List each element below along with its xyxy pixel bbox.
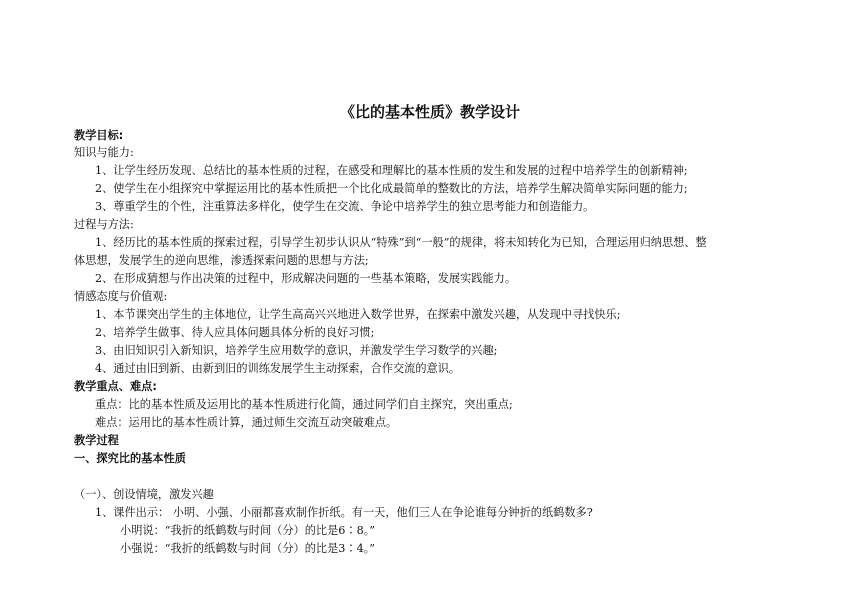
attitude-item: 3、由旧知识引入新知识，培养学生应用数学的意识，并激发学生学习数学的兴趣; xyxy=(95,344,498,357)
process-method-item: 1、经历比的基本性质的探索过程，引导学生初步认识从“特殊”到“一般”的规律，将未知转化为已知，合理运用归纳思想、整 xyxy=(95,236,707,249)
knowledge-item: 3、尊重学生的个性，注重算法多样化，使学生在交流、争论中培养学生的独立思考能力和创造能力。 xyxy=(95,200,595,213)
knowledge-item: 1、让学生经历发现、总结比的基本性质的过程，在感受和理解比的基本性质的发生和发展的过程中培养学生的创新精神; xyxy=(95,164,688,177)
attitude-heading: 情感态度与价值观: xyxy=(74,290,168,303)
quote-qiang: 小强说：“我折的纸鹤数与时间（分）的比是3∶4。” xyxy=(120,542,376,555)
subsection-heading: （一）、创设情境，激发兴趣 xyxy=(74,488,214,501)
attitude-item: 2、培养学生做事、待人应具体问题具体分析的良好习惯; xyxy=(95,326,375,339)
process-method-item-continued: 体思想，发展学生的逆向思维，渗透探索问题的思想与方法; xyxy=(74,254,369,267)
key-points-heading: 教学重点、难点: xyxy=(74,380,157,393)
process-method-item: 2、在形成猜想与作出决策的过程中，形成解决问题的一些基本策略，发展实践能力。 xyxy=(95,272,517,285)
knowledge-heading: 知识与能力: xyxy=(74,146,134,159)
attitude-item: 1、本节课突出学生的主体地位，让学生高高兴兴地进入数学世界，在探索中激发兴趣，从发现中寻找快乐; xyxy=(95,308,621,321)
key-point-difficulty: 难点：运用比的基本性质计算，通过师生交流互动突破难点。 xyxy=(95,416,398,429)
attitude-item: 4、通过由旧到新、由新到旧的训练发展学生主动探索，合作交流的意识。 xyxy=(95,362,461,375)
page-title: 《比的基本性质》教学设计 xyxy=(339,103,520,121)
quote-ming: 小明说：“我折的纸鹤数与时间（分）的比是6∶8。” xyxy=(120,524,376,537)
section-heading: 一、探究比的基本性质 xyxy=(74,452,186,465)
knowledge-item: 2、使学生在小组探究中掌握运用比的基本性质把一个比化成最简单的整数比的方法，培养学生解决简单实际问题的能力; xyxy=(95,182,688,195)
process-method-heading: 过程与方法: xyxy=(74,218,134,231)
courseware-line: 1、课件出示： 小明、小强、小丽都喜欢制作折纸。有一天，他们三人在争论谁每分钟折的纸鹤数多? xyxy=(95,506,593,519)
teaching-process-heading: 教学过程 xyxy=(74,434,119,447)
goals-heading: 教学目标: xyxy=(74,129,124,142)
key-point-focus: 重点：比的基本性质及运用比的基本性质进行化简，通过同学们自主探究，突出重点; xyxy=(95,398,513,411)
